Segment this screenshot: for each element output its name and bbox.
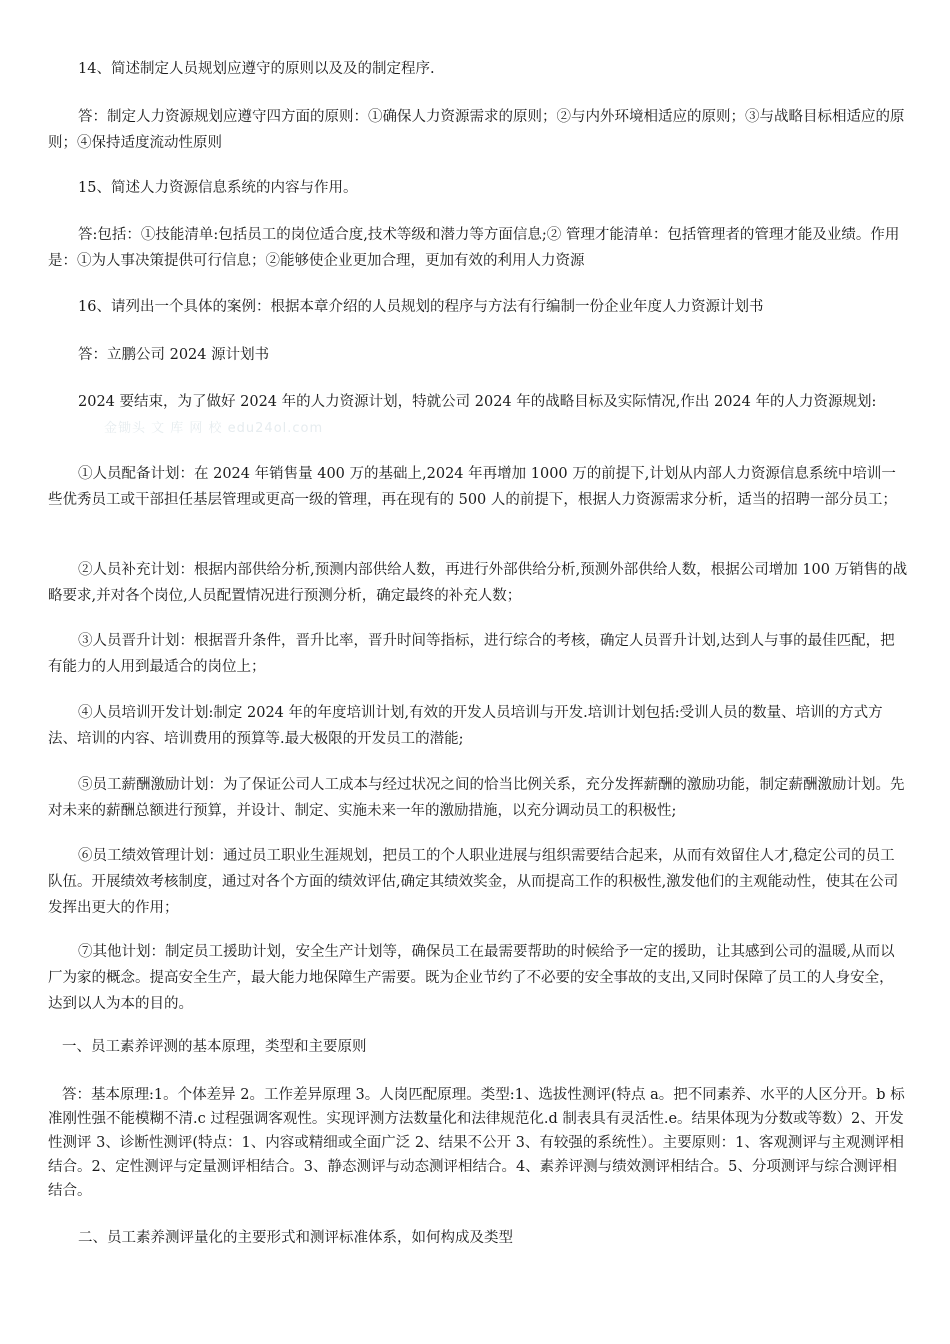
section-2-heading: 二、员工素养测评量化的主要形式和测评标准体系，如何构成及类型 (78, 1230, 513, 1246)
answer-14: 答：制定人力资源规划应遵守四方面的原则：①确保人力资源需求的原则；②与内外环境相适应的原则；③与战略目标相适应的原则；④保持适度流动性原则 (48, 109, 905, 151)
section-1-answer: 答：基本原理:1。个体差异 2。工作差异原理 3。人岗匹配原理。类型:1、选拔性测评(特点 a。把不同素养、水平的人区分开。b 标准刚性强不能模糊不清.c 过程强调客观性。实现评测方法数量化和法律规范化.d 制表具有灵活性.e。结果体现为分数或等数）2、开发性测评 3、诊断性测评(特点：1、内容或精细或全面广泛 2、结果不公开 3、有较强的系统性）。主要原则：1、客观测评与主观测评相结合。2、定性测评与定量测评相结合。3、静态测评与动态测评相结合。4、素养评测与绩效测评相结合。5、分项测评与综合测评相结合。 (48, 1087, 905, 1199)
plan-item-7: ⑦其他计划：制定员工援助计划，安全生产计划等，确保员工在最需要帮助的时候给予一定的援助，让其感到公司的温暖,从而以厂为家的概念。提高安全生产，最大能力地保障生产需要。既为企业节约了不必要的安全事故的支出,又同时保障了员工的人身安全，达到以人为本的目的。 (48, 944, 895, 1012)
section-1-heading: 一、员工素养评测的基本原理，类型和主要原则 (62, 1039, 367, 1055)
plan-item-4: ④人员培训开发计划:制定 2024 年的年度培训计划,有效的开发人员培训与开发.培训计划包括:受训人员的数量、培训的方式方法、培训的内容、培训费用的预算等.最大极限的开发员工的潜能; (48, 705, 883, 747)
plan-intro: 2024 要结束，为了做好 2024 年的人力资源计划，特就公司 2024 年的战略目标及实际情况,作出 2024 年的人力资源规划: (78, 394, 877, 410)
question-16: 16、请列出一个具体的案例：根据本章介绍的人员规划的程序与方法有行编制一份企业年度人力资源计划书 (78, 299, 764, 315)
plan-item-1: ①人员配备计划：在 2024 年销售量 400 万的基础上,2024 年再增加 1000 万的前提下,计划从内部人力资源信息系统中培训一些优秀员工或干部担任基层管理或更高一级的管理，再在现有的 500 人的前提下，根据人力资源需求分析，适当的招聘一部分员工； (48, 466, 897, 508)
question-14: 14、简述制定人员规划应遵守的原则以及及的制定程序. (78, 61, 435, 77)
question-15: 15、简述人力资源信息系统的内容与作用。 (78, 180, 358, 196)
answer-15: 答:包括：①技能清单:包括员工的岗位适合度,技术等级和潜力等方面信息;② 管理才能清单：包括管理者的管理才能及业绩。作用是：①为人事决策提供可行信息；②能够使企业更加合理，更加有效的利用人力资源 (48, 227, 900, 269)
plan-item-2: ②人员补充计划：根据内部供给分析,预测内部供给人数，再进行外部供给分析,预测外部供给人数，根据公司增加 100 万销售的战略要求,并对各个岗位,人员配置情况进行预测分析，确定最终的补充人数； (48, 562, 908, 604)
watermark: 金锄头 文 库 网 校 edu24ol.com (104, 421, 324, 436)
plan-item-6: ⑥员工绩效管理计划：通过员工职业生涯规划，把员工的个人职业进展与组织需要结合起来，从而有效留住人才,稳定公司的员工队伍。开展绩效考核制度，通过对各个方面的绩效评估,确定其绩效奖金，从而提高工作的积极性,激发他们的主观能动性，使其在公司发挥出更大的作用； (48, 848, 899, 916)
plan-item-5: ⑤员工薪酬激励计划：为了保证公司人工成本与经过状况之间的恰当比例关系，充分发挥薪酬的激励功能，制定薪酬激励计划。先对未来的薪酬总额进行预算，并设计、制定、实施未来一年的激励措施，以充分调动员工的积极性; (48, 777, 905, 819)
plan-item-3: ③人员晋升计划：根据晋升条件，晋升比率，晋升时间等指标，进行综合的考核，确定人员晋升计划,达到人与事的最佳匹配，把有能力的人用到最适合的岗位上； (48, 633, 895, 675)
answer-16-title: 答：立鹏公司 2024 源计划书 (78, 347, 270, 363)
